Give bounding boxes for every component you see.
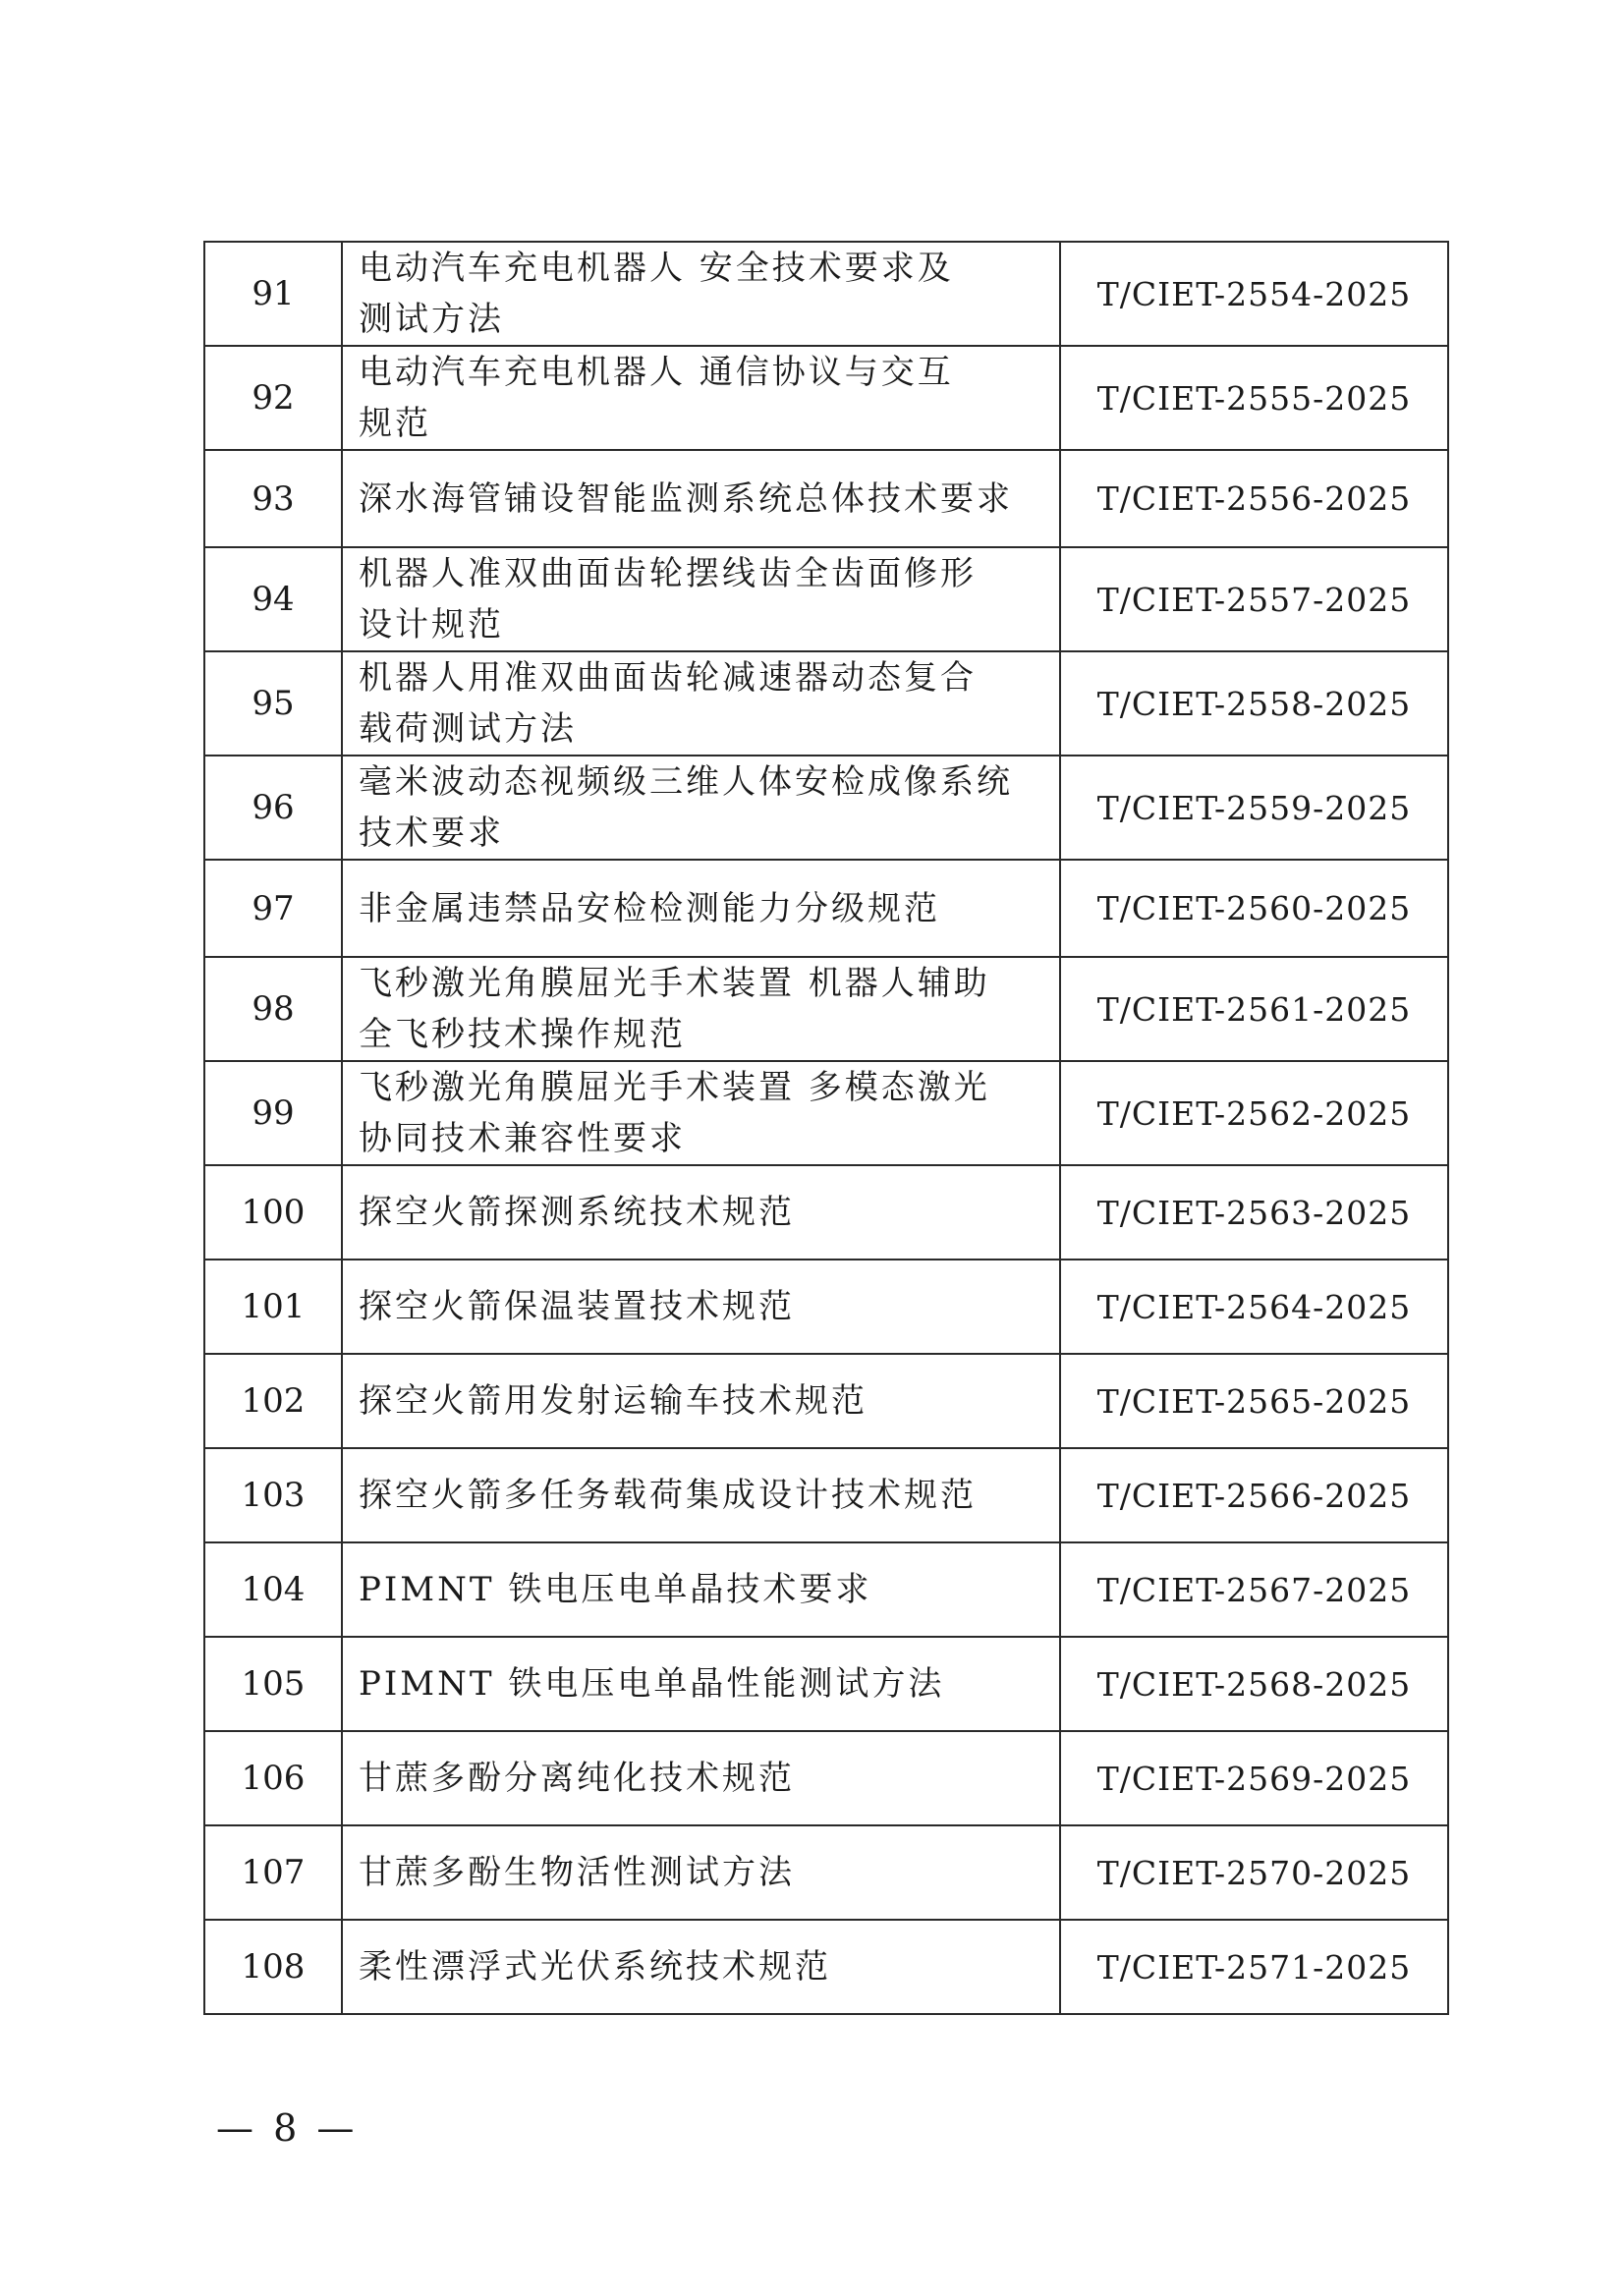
table-row [204, 547, 1448, 651]
table-row [204, 346, 1448, 450]
table-row [204, 1825, 1448, 1920]
standard-name: PIMNT 铁电压电单晶技术要求 [342, 1542, 1060, 1637]
standard-name: 飞秒激光角膜屈光手术装置 多模态激光 协同技术兼容性要求 [342, 1061, 1060, 1165]
standard-name: 机器人用准双曲面齿轮减速器动态复合 载荷测试方法 [342, 651, 1060, 756]
standard-name: 机器人准双曲面齿轮摆线齿全齿面修形 设计规范 [342, 547, 1060, 651]
standard-name: 非金属违禁品安检检测能力分级规范 [342, 860, 1060, 957]
standard-name: PIMNT 铁电压电单晶性能测试方法 [342, 1637, 1060, 1731]
row-number: 102 [204, 1354, 342, 1448]
standard-code: T/CIET-2561-2025 [1060, 957, 1448, 1061]
standard-name: 探空火箭用发射运输车技术规范 [342, 1354, 1060, 1448]
row-number: 93 [204, 450, 342, 547]
standard-code: T/CIET-2567-2025 [1060, 1542, 1448, 1637]
standard-name: 飞秒激光角膜屈光手术装置 机器人辅助 全飞秒技术操作规范 [342, 957, 1060, 1061]
standard-code: T/CIET-2565-2025 [1060, 1354, 1448, 1448]
standard-code: T/CIET-2570-2025 [1060, 1825, 1448, 1920]
page-number: — 8 — [216, 2106, 359, 2150]
table-row [204, 1731, 1448, 1825]
row-number: 105 [204, 1637, 342, 1731]
row-number: 104 [204, 1542, 342, 1637]
row-number: 99 [204, 1061, 342, 1165]
standard-code: T/CIET-2558-2025 [1060, 651, 1448, 756]
row-number: 91 [204, 242, 342, 346]
row-number: 98 [204, 957, 342, 1061]
table-row [204, 1061, 1448, 1165]
standard-name: 柔性漂浮式光伏系统技术规范 [342, 1920, 1060, 2014]
table-row [204, 651, 1448, 756]
standard-code: T/CIET-2566-2025 [1060, 1448, 1448, 1542]
standard-name: 电动汽车充电机器人 安全技术要求及 测试方法 [342, 242, 1060, 346]
row-number: 92 [204, 346, 342, 450]
standard-code: T/CIET-2559-2025 [1060, 756, 1448, 860]
standard-code: T/CIET-2555-2025 [1060, 346, 1448, 450]
standard-name: 探空火箭探测系统技术规范 [342, 1165, 1060, 1260]
table-row [204, 1542, 1448, 1637]
row-number: 97 [204, 860, 342, 957]
standard-code: T/CIET-2556-2025 [1060, 450, 1448, 547]
row-number: 108 [204, 1920, 342, 2014]
standard-code: T/CIET-2564-2025 [1060, 1260, 1448, 1354]
table-row [204, 957, 1448, 1061]
standard-name: 电动汽车充电机器人 通信协议与交互 规范 [342, 346, 1060, 450]
standard-name: 探空火箭保温装置技术规范 [342, 1260, 1060, 1354]
row-number: 106 [204, 1731, 342, 1825]
standard-code: T/CIET-2562-2025 [1060, 1061, 1448, 1165]
table-row [204, 1920, 1448, 2014]
standard-name: 甘蔗多酚生物活性测试方法 [342, 1825, 1060, 1920]
standard-code: T/CIET-2557-2025 [1060, 547, 1448, 651]
standard-code: T/CIET-2568-2025 [1060, 1637, 1448, 1731]
row-number: 100 [204, 1165, 342, 1260]
standard-name: 毫米波动态视频级三维人体安检成像系统 技术要求 [342, 756, 1060, 860]
table-row [204, 1637, 1448, 1731]
standard-name: 探空火箭多任务载荷集成设计技术规范 [342, 1448, 1060, 1542]
table-row [204, 756, 1448, 860]
standard-code: T/CIET-2569-2025 [1060, 1731, 1448, 1825]
standard-code: T/CIET-2563-2025 [1060, 1165, 1448, 1260]
standard-code: T/CIET-2554-2025 [1060, 242, 1448, 346]
row-number: 107 [204, 1825, 342, 1920]
row-number: 94 [204, 547, 342, 651]
table-row [204, 1448, 1448, 1542]
row-number: 95 [204, 651, 342, 756]
standard-name: 甘蔗多酚分离纯化技术规范 [342, 1731, 1060, 1825]
table-row [204, 242, 1448, 346]
standard-code: T/CIET-2560-2025 [1060, 860, 1448, 957]
standard-name: 深水海管铺设智能监测系统总体技术要求 [342, 450, 1060, 547]
table-row [204, 860, 1448, 957]
row-number: 103 [204, 1448, 342, 1542]
table-row [204, 1354, 1448, 1448]
table-row [204, 1165, 1448, 1260]
row-number: 96 [204, 756, 342, 860]
standards-table [203, 241, 1449, 2015]
table-row [204, 450, 1448, 547]
table-row [204, 1260, 1448, 1354]
standard-code: T/CIET-2571-2025 [1060, 1920, 1448, 2014]
row-number: 101 [204, 1260, 342, 1354]
